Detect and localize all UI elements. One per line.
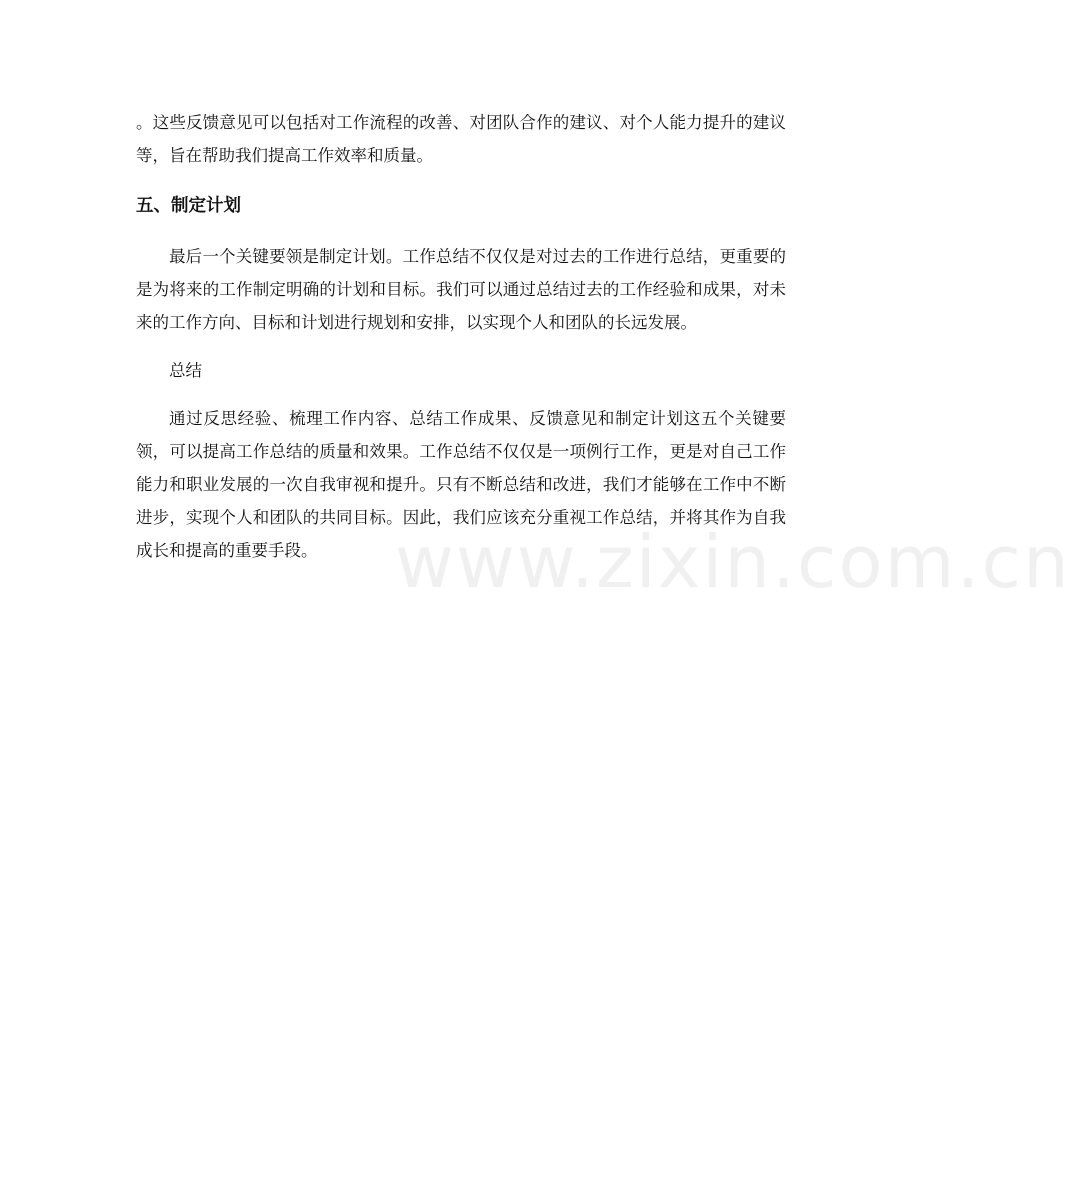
- document-content: [136, 106, 786, 582]
- summary-title: 总结: [169, 361, 202, 380]
- paragraph-make-plan: 最后一个关键要领是制定计划。工作总结不仅仅是对过去的工作进行总结，更重要的是为将来的工作制定明确的计划和目标。我们可以通过总结过去的工作经验和成果，对未来的工作方向、目标和计划进行规划和安排，以实现个人和团队的长远发展。: [136, 247, 786, 332]
- section-heading-make-plan: 五、制定计划: [136, 196, 241, 216]
- paragraph-feedback-continuation: 。这些反馈意见可以包括对工作流程的改善、对团队合作的建议、对个人能力提升的建议等，旨在帮助我们提高工作效率和质量。: [136, 113, 786, 165]
- watermark-text: www.zixin.com.cn: [395, 520, 1071, 604]
- paragraph-summary: 通过反思经验、梳理工作内容、总结工作成果、反馈意见和制定计划这五个关键要领，可以提高工作总结的质量和效果。工作总结不仅仅是一项例行工作，更是对自己工作能力和职业发展的一次自我审视和提升。只有不断总结和改进，我们才能够在工作中不断进步，实现个人和团队的共同目标。因此，我们应该充分重视工作总结，并将其作为自我成长和提高的重要手段。: [136, 409, 786, 560]
